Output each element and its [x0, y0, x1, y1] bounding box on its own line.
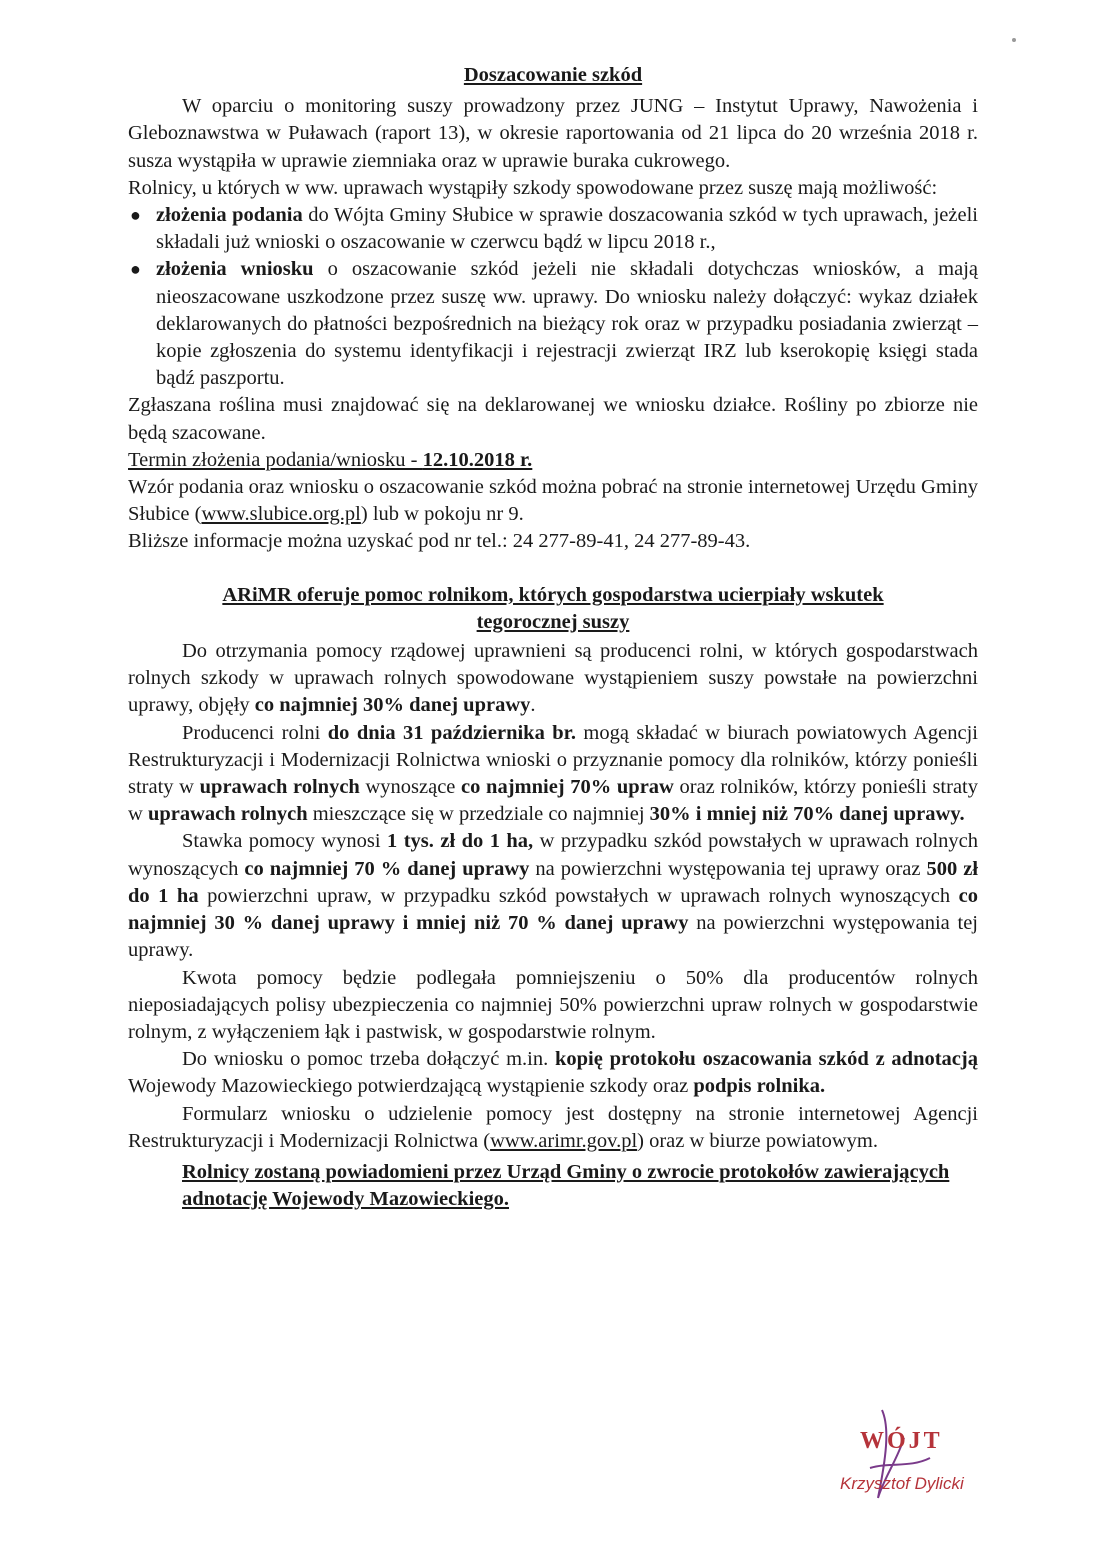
list-item: ● złożenia wniosku o oszacowanie szkód jeżeli nie składali dotychczas wniosków, a mają nieoszacowane uszkodzone przez suszę ww. uprawy. Do wniosku należy dołączyć: wykaz działek deklarowanych do płatności bezpośrednich na bieżący rok oraz w przypadku posiadania zwierząt – kopie zgłoszenia do systemu identyfikacji i rejestracji zwierząt IRZ lub kserokopię księgi stada bądź paszportu. — [130, 258, 978, 390]
bullet-icon: ● — [130, 205, 141, 226]
signature-scribble-icon — [820, 1398, 1020, 1518]
section-title-arimr: ARiMR oferuje pomoc rolnikom, których gospodarstwa ucierpiały wskutek tegorocznej suszy — [222, 583, 884, 633]
deadline-line: Termin złożenia podania/wniosku - 12.10.2018 r. — [128, 448, 533, 471]
list-item: ● złożenia podania do Wójta Gminy Słubice w sprawie doszacowania szkód w tych uprawach, jeżeli składali już wnioski o oszacowanie w czerwcu bądź w lipcu 2018 r., — [130, 204, 978, 254]
document-page — [128, 62, 978, 1213]
signature-stamp — [820, 1398, 1020, 1518]
paragraph-download: Wzór podania oraz wniosku o oszacowanie szkód można pobrać na stronie internetowej Urzędu Gminy Słubice (www.slubice.org.pl) lub w pokoju nr 9. — [128, 476, 978, 526]
paragraph-rates: Stawka pomocy wynosi 1 tys. zł do 1 ha, w przypadku szkód powstałych w uprawach rolnych wynoszących co najmniej 70 % danej uprawy na powierzchni występowania tej uprawy oraz 500 zł do 1 ha powierzchni upraw, w przypadku szkód powstałych w uprawach rolnych wynoszących co najmniej 30 % danej uprawy i mniej niż 70 % danej uprawy na powierzchni występowania tej uprawy. — [128, 830, 979, 962]
section-title-doszacowanie: Doszacowanie szkód — [463, 64, 643, 86]
bullet-icon: ● — [130, 259, 141, 280]
link-slubice[interactable]: www.slubice.org.pl — [201, 503, 361, 526]
paragraph-attachments: Do wniosku o pomoc trzeba dołączyć m.in. kopię protokołu oszacowania szkód z adnotacją Wojewody Mazowieckiego potwierdzającą wystąpienie szkody oraz podpis rolnika. — [128, 1048, 978, 1098]
paragraph-reduction: Kwota pomocy będzie podlegała pomniejszeniu o 50% dla producentów rolnych nieposiadających polisy ubezpieczenia co najmniej 50% powierzchni upraw rolnych w gospodarstwie rolnym, z wyłączeniem łąk i pastwisk, w gospodarstwie rolnym. — [128, 966, 978, 1043]
paragraph-plant-location: Zgłaszana roślina musi znajdować się na deklarowanej we wniosku działce. Rośliny po zbiorze nie będą szacowane. — [128, 394, 978, 444]
paragraph-monitoring: W oparciu o monitoring suszy prowadzony przez JUNG – Instytut Uprawy, Nawożenia i Gleboznawstwa w Puławach (raport 13), w okresie raportowania od 21 lipca do 20 września 2018 r. susza wystąpiła w uprawie ziemniaka oraz w uprawie buraka cukrowego. — [128, 95, 978, 172]
deadline-date: 12.10.2018 r. — [422, 448, 533, 471]
paragraph-eligibility: Do otrzymania pomocy rządowej uprawnieni są producenci rolni, w których gospodarstwach rolnych szkody w uprawach rolnych spowodowane wystąpieniem suszy powstałe na powierzchni uprawy, objęły co najmniej 30% danej uprawy. — [128, 640, 978, 717]
link-arimr[interactable]: www.arimr.gov.pl — [490, 1129, 638, 1152]
scan-speck — [1012, 38, 1016, 42]
paragraph-options-intro: Rolnicy, u których w ww. uprawach wystąpiły szkody spowodowane przez suszę mają możliwość: — [128, 176, 938, 199]
paragraph-deadline: Producenci rolni do dnia 31 października br. mogą składać w biurach powiatowych Agencji Restrukturyzacji i Modernizacji Rolnictwa wnioski o przyznanie pomocy dla rolników, którzy ponieśli straty w uprawach rolnych wynoszące co najmniej 70% upraw oraz rolników, którzy ponieśli straty w uprawach rolnych mieszczące się w przedziale co najmniej 30% i mniej niż 70% danej uprawy. — [128, 721, 978, 826]
signature-title: WÓJT — [860, 1428, 943, 1454]
closing-notice: Rolnicy zostaną powiadomieni przez Urząd Gminy o zwrocie protokołów zawierających adnotację Wojewody Mazowieckiego. — [182, 1160, 950, 1211]
paragraph-contact: Bliższe informacje można uzyskać pod nr tel.: 24 277-89-41, 24 277-89-43. — [128, 530, 751, 553]
signature-name: Krzysztof Dylicki — [840, 1474, 964, 1493]
options-list — [128, 202, 978, 392]
paragraph-form-availability: Formularz wniosku o udzielenie pomocy jest dostępny na stronie internetowej Agencji Restrukturyzacji i Modernizacji Rolnictwa (www.arimr.gov.pl) oraz w biurze powiatowym. — [128, 1102, 978, 1152]
